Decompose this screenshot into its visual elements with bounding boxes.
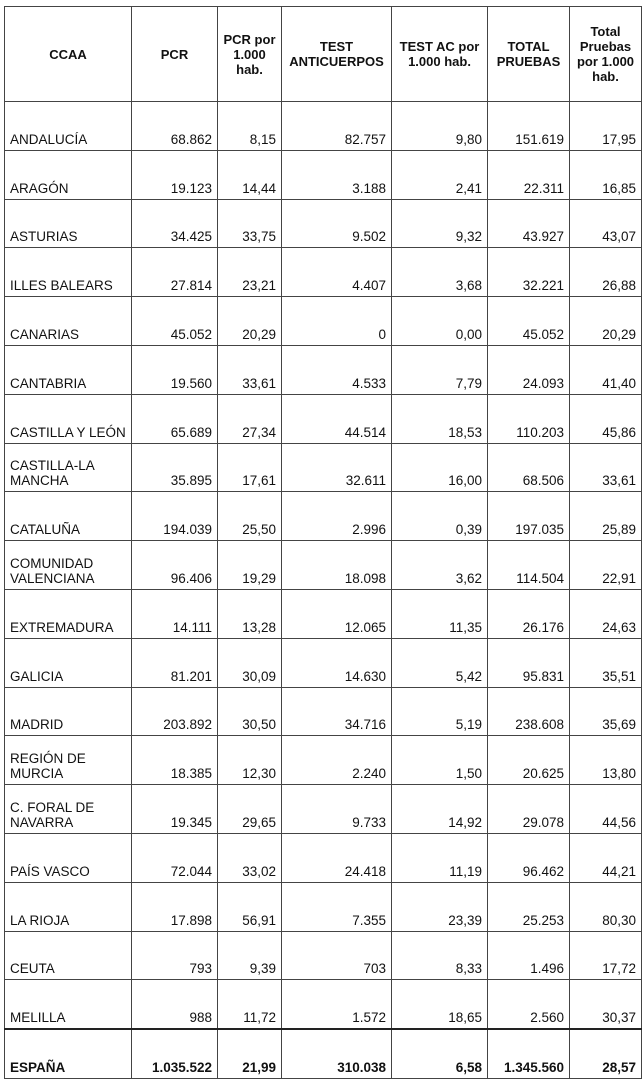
table-row <box>5 102 642 151</box>
cell-pcr-per-1000: 9,39 <box>218 931 282 980</box>
cell-total-tests: 29.078 <box>488 785 570 834</box>
cell-pcr: 81.201 <box>132 638 218 687</box>
cell-pcr-per-1000: 30,09 <box>218 638 282 687</box>
cell-total-per-1000: 17,72 <box>570 931 642 980</box>
cell-pcr: 45.052 <box>132 297 218 346</box>
cell-antibody-per-1000: 8,33 <box>392 931 488 980</box>
cell-pcr-per-1000: 30,50 <box>218 687 282 736</box>
cell-region-name: ILLES BALEARS <box>5 248 132 297</box>
cell-total-per-1000: 44,56 <box>570 785 642 834</box>
cell-pcr: 19.345 <box>132 785 218 834</box>
cell-pcr-per-1000: 14,44 <box>218 150 282 199</box>
cell-pcr: 96.406 <box>132 541 218 590</box>
cell-total-per-1000: 25,89 <box>570 492 642 541</box>
cell-antibody-per-1000: 3,62 <box>392 541 488 590</box>
cell-total-per-1000: 28,57 <box>570 1029 642 1079</box>
cell-total-tests: 25.253 <box>488 882 570 931</box>
cell-antibody-per-1000: 6,58 <box>392 1029 488 1079</box>
cell-total-per-1000: 35,51 <box>570 638 642 687</box>
cell-pcr-per-1000: 19,29 <box>218 541 282 590</box>
cell-region-name: C. FORAL DE NAVARRA <box>5 785 132 834</box>
cell-region-name: ESPAÑA <box>5 1029 132 1079</box>
cell-total-tests: 45.052 <box>488 297 570 346</box>
cell-antibody-tests: 82.757 <box>282 102 392 151</box>
table-body <box>5 102 642 1079</box>
cell-antibody-per-1000: 23,39 <box>392 882 488 931</box>
table-row <box>5 931 642 980</box>
cell-antibody-tests: 34.716 <box>282 687 392 736</box>
cell-total-per-1000: 16,85 <box>570 150 642 199</box>
cell-region-name: MELILLA <box>5 980 132 1029</box>
cell-antibody-tests: 4.533 <box>282 345 392 394</box>
cell-total-per-1000: 30,37 <box>570 980 642 1029</box>
cell-pcr-per-1000: 11,72 <box>218 980 282 1029</box>
cell-antibody-per-1000: 5,19 <box>392 687 488 736</box>
cell-total-tests: 110.203 <box>488 394 570 443</box>
header-antibody-tests: TEST ANTICUERPOS <box>282 7 392 102</box>
cell-antibody-tests: 2.996 <box>282 492 392 541</box>
cell-total-per-1000: 44,21 <box>570 833 642 882</box>
header-pcr: PCR <box>132 7 218 102</box>
cell-pcr: 18.385 <box>132 736 218 785</box>
table-row <box>5 833 642 882</box>
table-row <box>5 980 642 1029</box>
cell-region-name: LA RIOJA <box>5 882 132 931</box>
header-pcr-per-1000: PCR por 1.000 hab. <box>218 7 282 102</box>
table-row <box>5 541 642 590</box>
cell-pcr: 988 <box>132 980 218 1029</box>
cell-pcr: 68.862 <box>132 102 218 151</box>
cell-pcr-per-1000: 27,34 <box>218 394 282 443</box>
table-row <box>5 492 642 541</box>
table-row <box>5 297 642 346</box>
cell-antibody-per-1000: 7,79 <box>392 345 488 394</box>
cell-total-per-1000: 43,07 <box>570 199 642 248</box>
table-row <box>5 199 642 248</box>
header-antibody-per-1000: TEST AC por 1.000 hab. <box>392 7 488 102</box>
cell-pcr: 35.895 <box>132 443 218 492</box>
table-row <box>5 394 642 443</box>
total-row <box>5 1029 642 1079</box>
cell-total-tests: 43.927 <box>488 199 570 248</box>
cell-pcr-per-1000: 13,28 <box>218 589 282 638</box>
cell-region-name: GALICIA <box>5 638 132 687</box>
cell-antibody-tests: 24.418 <box>282 833 392 882</box>
cell-total-tests: 22.311 <box>488 150 570 199</box>
cell-antibody-tests: 0 <box>282 297 392 346</box>
cell-pcr-per-1000: 17,61 <box>218 443 282 492</box>
cell-region-name: REGIÓN DE MURCIA <box>5 736 132 785</box>
cell-antibody-per-1000: 0,39 <box>392 492 488 541</box>
cell-antibody-tests: 703 <box>282 931 392 980</box>
table-row <box>5 248 642 297</box>
cell-region-name: ARAGÓN <box>5 150 132 199</box>
cell-antibody-per-1000: 1,50 <box>392 736 488 785</box>
cell-total-per-1000: 26,88 <box>570 248 642 297</box>
cell-total-per-1000: 24,63 <box>570 589 642 638</box>
cell-pcr-per-1000: 33,61 <box>218 345 282 394</box>
cell-pcr: 65.689 <box>132 394 218 443</box>
cell-antibody-per-1000: 11,35 <box>392 589 488 638</box>
header-total-per-1000: Total Pruebas por 1.000 hab. <box>570 7 642 102</box>
cell-pcr-per-1000: 33,75 <box>218 199 282 248</box>
cell-total-per-1000: 17,95 <box>570 102 642 151</box>
table-row <box>5 345 642 394</box>
cell-total-per-1000: 22,91 <box>570 541 642 590</box>
cell-region-name: PAÍS VASCO <box>5 833 132 882</box>
cell-pcr-per-1000: 23,21 <box>218 248 282 297</box>
cell-region-name: EXTREMADURA <box>5 589 132 638</box>
cell-region-name: CATALUÑA <box>5 492 132 541</box>
cell-antibody-tests: 9.733 <box>282 785 392 834</box>
cell-pcr-per-1000: 20,29 <box>218 297 282 346</box>
cell-antibody-tests: 1.572 <box>282 980 392 1029</box>
cell-total-tests: 26.176 <box>488 589 570 638</box>
cell-antibody-per-1000: 18,53 <box>392 394 488 443</box>
tests-table-container <box>4 6 641 1079</box>
table-row <box>5 785 642 834</box>
cell-pcr-per-1000: 29,65 <box>218 785 282 834</box>
cell-total-tests: 197.035 <box>488 492 570 541</box>
cell-antibody-per-1000: 3,68 <box>392 248 488 297</box>
cell-antibody-per-1000: 16,00 <box>392 443 488 492</box>
cell-total-tests: 1.345.560 <box>488 1029 570 1079</box>
cell-region-name: CANARIAS <box>5 297 132 346</box>
cell-antibody-per-1000: 9,80 <box>392 102 488 151</box>
cell-total-per-1000: 13,80 <box>570 736 642 785</box>
cell-pcr: 27.814 <box>132 248 218 297</box>
cell-total-tests: 32.221 <box>488 248 570 297</box>
cell-antibody-tests: 3.188 <box>282 150 392 199</box>
cell-antibody-tests: 4.407 <box>282 248 392 297</box>
cell-pcr-per-1000: 8,15 <box>218 102 282 151</box>
cell-antibody-tests: 310.038 <box>282 1029 392 1079</box>
cell-total-per-1000: 20,29 <box>570 297 642 346</box>
table-row <box>5 882 642 931</box>
cell-pcr: 17.898 <box>132 882 218 931</box>
cell-total-tests: 24.093 <box>488 345 570 394</box>
cell-antibody-tests: 2.240 <box>282 736 392 785</box>
cell-antibody-per-1000: 5,42 <box>392 638 488 687</box>
cell-region-name: CANTABRIA <box>5 345 132 394</box>
tests-by-region-table <box>4 6 642 1079</box>
cell-pcr: 19.560 <box>132 345 218 394</box>
cell-total-per-1000: 35,69 <box>570 687 642 736</box>
cell-pcr: 19.123 <box>132 150 218 199</box>
table-row <box>5 687 642 736</box>
cell-pcr: 793 <box>132 931 218 980</box>
cell-antibody-per-1000: 11,19 <box>392 833 488 882</box>
cell-antibody-tests: 12.065 <box>282 589 392 638</box>
cell-region-name: ANDALUCÍA <box>5 102 132 151</box>
cell-total-tests: 95.831 <box>488 638 570 687</box>
cell-total-per-1000: 80,30 <box>570 882 642 931</box>
cell-antibody-tests: 14.630 <box>282 638 392 687</box>
cell-antibody-per-1000: 0,00 <box>392 297 488 346</box>
cell-total-tests: 1.496 <box>488 931 570 980</box>
cell-pcr: 203.892 <box>132 687 218 736</box>
cell-total-tests: 151.619 <box>488 102 570 151</box>
cell-pcr: 1.035.522 <box>132 1029 218 1079</box>
table-row <box>5 150 642 199</box>
cell-total-tests: 20.625 <box>488 736 570 785</box>
cell-region-name: CASTILLA Y LEÓN <box>5 394 132 443</box>
cell-antibody-tests: 7.355 <box>282 882 392 931</box>
table-row <box>5 638 642 687</box>
cell-total-tests: 68.506 <box>488 443 570 492</box>
cell-antibody-per-1000: 9,32 <box>392 199 488 248</box>
cell-total-tests: 96.462 <box>488 833 570 882</box>
cell-total-tests: 238.608 <box>488 687 570 736</box>
header-ccaa: CCAA <box>5 7 132 102</box>
cell-antibody-per-1000: 2,41 <box>392 150 488 199</box>
header-row <box>5 7 642 102</box>
cell-antibody-tests: 44.514 <box>282 394 392 443</box>
cell-total-tests: 2.560 <box>488 980 570 1029</box>
cell-pcr-per-1000: 33,02 <box>218 833 282 882</box>
cell-pcr: 194.039 <box>132 492 218 541</box>
table-row <box>5 589 642 638</box>
cell-antibody-tests: 18.098 <box>282 541 392 590</box>
cell-pcr-per-1000: 21,99 <box>218 1029 282 1079</box>
cell-region-name: MADRID <box>5 687 132 736</box>
cell-pcr: 14.111 <box>132 589 218 638</box>
cell-pcr: 72.044 <box>132 833 218 882</box>
cell-antibody-tests: 9.502 <box>282 199 392 248</box>
cell-pcr-per-1000: 56,91 <box>218 882 282 931</box>
cell-region-name: ASTURIAS <box>5 199 132 248</box>
cell-total-tests: 114.504 <box>488 541 570 590</box>
cell-antibody-per-1000: 18,65 <box>392 980 488 1029</box>
cell-pcr-per-1000: 12,30 <box>218 736 282 785</box>
cell-antibody-tests: 32.611 <box>282 443 392 492</box>
cell-region-name: CEUTA <box>5 931 132 980</box>
table-header <box>5 7 642 102</box>
cell-total-per-1000: 45,86 <box>570 394 642 443</box>
cell-total-per-1000: 33,61 <box>570 443 642 492</box>
header-total-tests: TOTAL PRUEBAS <box>488 7 570 102</box>
cell-pcr-per-1000: 25,50 <box>218 492 282 541</box>
table-row <box>5 736 642 785</box>
cell-antibody-per-1000: 14,92 <box>392 785 488 834</box>
cell-total-per-1000: 41,40 <box>570 345 642 394</box>
table-row <box>5 443 642 492</box>
cell-region-name: COMUNIDAD VALENCIANA <box>5 541 132 590</box>
cell-region-name: CASTILLA-LA MANCHA <box>5 443 132 492</box>
cell-pcr: 34.425 <box>132 199 218 248</box>
